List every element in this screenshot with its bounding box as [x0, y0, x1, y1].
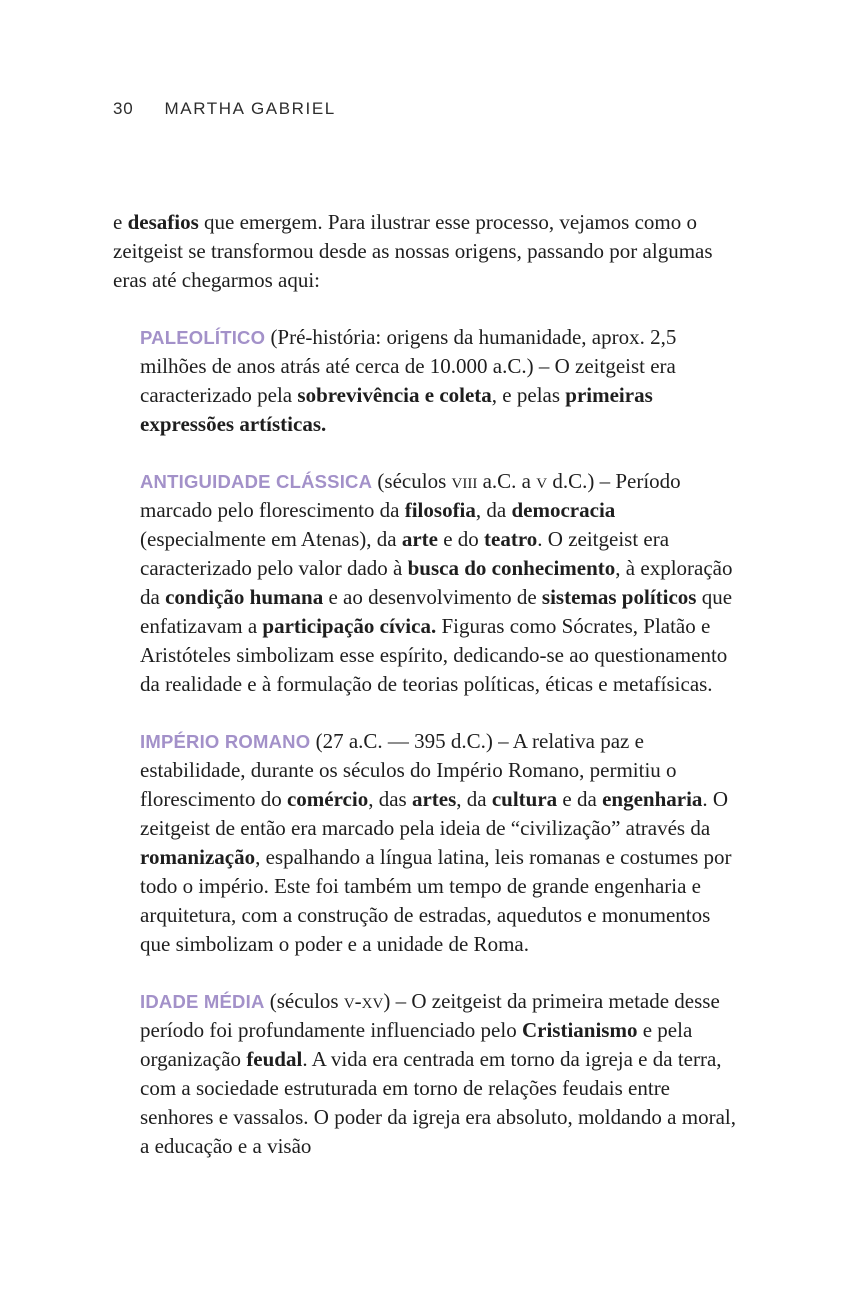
- era-paragraph-antiguidade-classica: [140, 467, 740, 699]
- era-paragraph-idade-media: [140, 987, 740, 1161]
- era-heading-imperio-romano: IMPÉRIO ROMANO: [140, 731, 311, 752]
- era-heading-idade-media: IDADE MÉDIA: [140, 991, 265, 1012]
- era-body-antiguidade-classica: (séculos viii a.C. a v d.C.) – Período marcado pelo florescimento da filosofia, da democracia (especialmente em Atenas), da arte e do teatro. O zeitgeist era caracterizado pelo valor dado à busca do conhecimento, à exploração da condição humana e ao desenvolvimento de sistemas políticos que enfatizavam a participação cívica. Figuras como Sócrates, Platão e Aristóteles simbolizam esse espírito, dedicando-se ao questionamento da realidade e à formulação de teorias políticas, éticas e metafísicas.: [140, 469, 733, 696]
- page-number: 30: [113, 99, 134, 118]
- running-header: [113, 99, 740, 119]
- era-paragraph-paleolitico: [140, 323, 740, 439]
- page-body: [113, 208, 740, 1161]
- era-body-idade-media: (séculos v-xv) – O zeitgeist da primeira metade desse período foi profundamente influenciado pelo Cristianismo e pela organização feudal. A vida era centrada em torno da igreja e da terra, com a sociedade estruturada em torno de relações feudais entre senhores e vassalos. O poder da igreja era absoluto, moldando a moral, a educação e a visão: [140, 989, 736, 1158]
- intro-paragraph: e desafios que emergem. Para ilustrar esse processo, vejamos como o zeitgeist se transformou desde as nossas origens, passando por algumas eras até chegarmos aqui:: [113, 210, 713, 292]
- era-heading-paleolitico: PALEOLÍTICO: [140, 327, 266, 348]
- running-head-author: MARTHA GABRIEL: [164, 99, 336, 118]
- era-heading-antiguidade-classica: ANTIGUIDADE CLÁSSICA: [140, 471, 373, 492]
- era-body-paleolitico: (Pré-história: origens da humanidade, aprox. 2,5 milhões de anos atrás até cerca de 10.000 a.C.) – O zeitgeist era caracterizado pela sobrevivência e coleta, e pelas primeiras expressões artísticas.: [140, 325, 677, 436]
- era-paragraph-imperio-romano: [140, 727, 740, 959]
- era-body-imperio-romano: (27 a.C. — 395 d.C.) – A relativa paz e estabilidade, durante os séculos do Império Romano, permitiu o florescimento do comércio, das artes, da cultura e da engenharia. O zeitgeist de então era marcado pela ideia de “civilização” através da romanização, espalhando a língua latina, leis romanas e costumes por todo o império. Este foi também um tempo de grande engenharia e arquitetura, com a construção de estradas, aquedutos e monumentos que simbolizam o poder e a unidade de Roma.: [140, 729, 732, 956]
